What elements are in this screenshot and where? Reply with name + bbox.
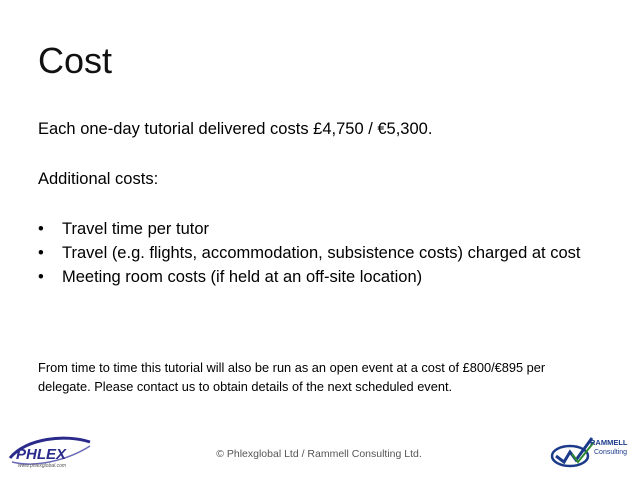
footer-copyright: © Phlexglobal Ltd / Rammell Consulting Ltd. [216, 448, 422, 460]
svg-text:www.phlexglobal.com: www.phlexglobal.com [18, 463, 67, 469]
list-item-text: Travel time per tutor [62, 220, 210, 238]
svg-text:RAMMELL: RAMMELL [590, 438, 628, 447]
slide-title: Cost [38, 40, 113, 81]
svg-text:PHLEX: PHLEX [16, 446, 67, 463]
additional-costs-heading: Additional costs: [38, 170, 159, 188]
rammell-logo [548, 432, 634, 475]
svg-text:Consulting: Consulting [594, 449, 628, 456]
additional-costs-list [38, 218, 598, 290]
bullet-icon: • [38, 268, 44, 286]
list-item [38, 266, 598, 288]
bullet-icon: • [38, 244, 44, 262]
cost-summary: Each one-day tutorial delivered costs £4,750 / €5,300. [38, 120, 433, 138]
list-item [38, 218, 598, 240]
list-item [38, 242, 598, 264]
bullet-icon: • [38, 220, 44, 238]
list-item-text: Travel (e.g. flights, accommodation, subsistence costs) charged at cost [62, 244, 581, 262]
list-item-text: Meeting room costs (if held at an off-site location) [62, 268, 423, 286]
open-event-note: From time to time this tutorial will also be run as an open event at a cost of £800/€895 per delegate. Please contact us to obtain details of the next scheduled event. [38, 360, 546, 394]
